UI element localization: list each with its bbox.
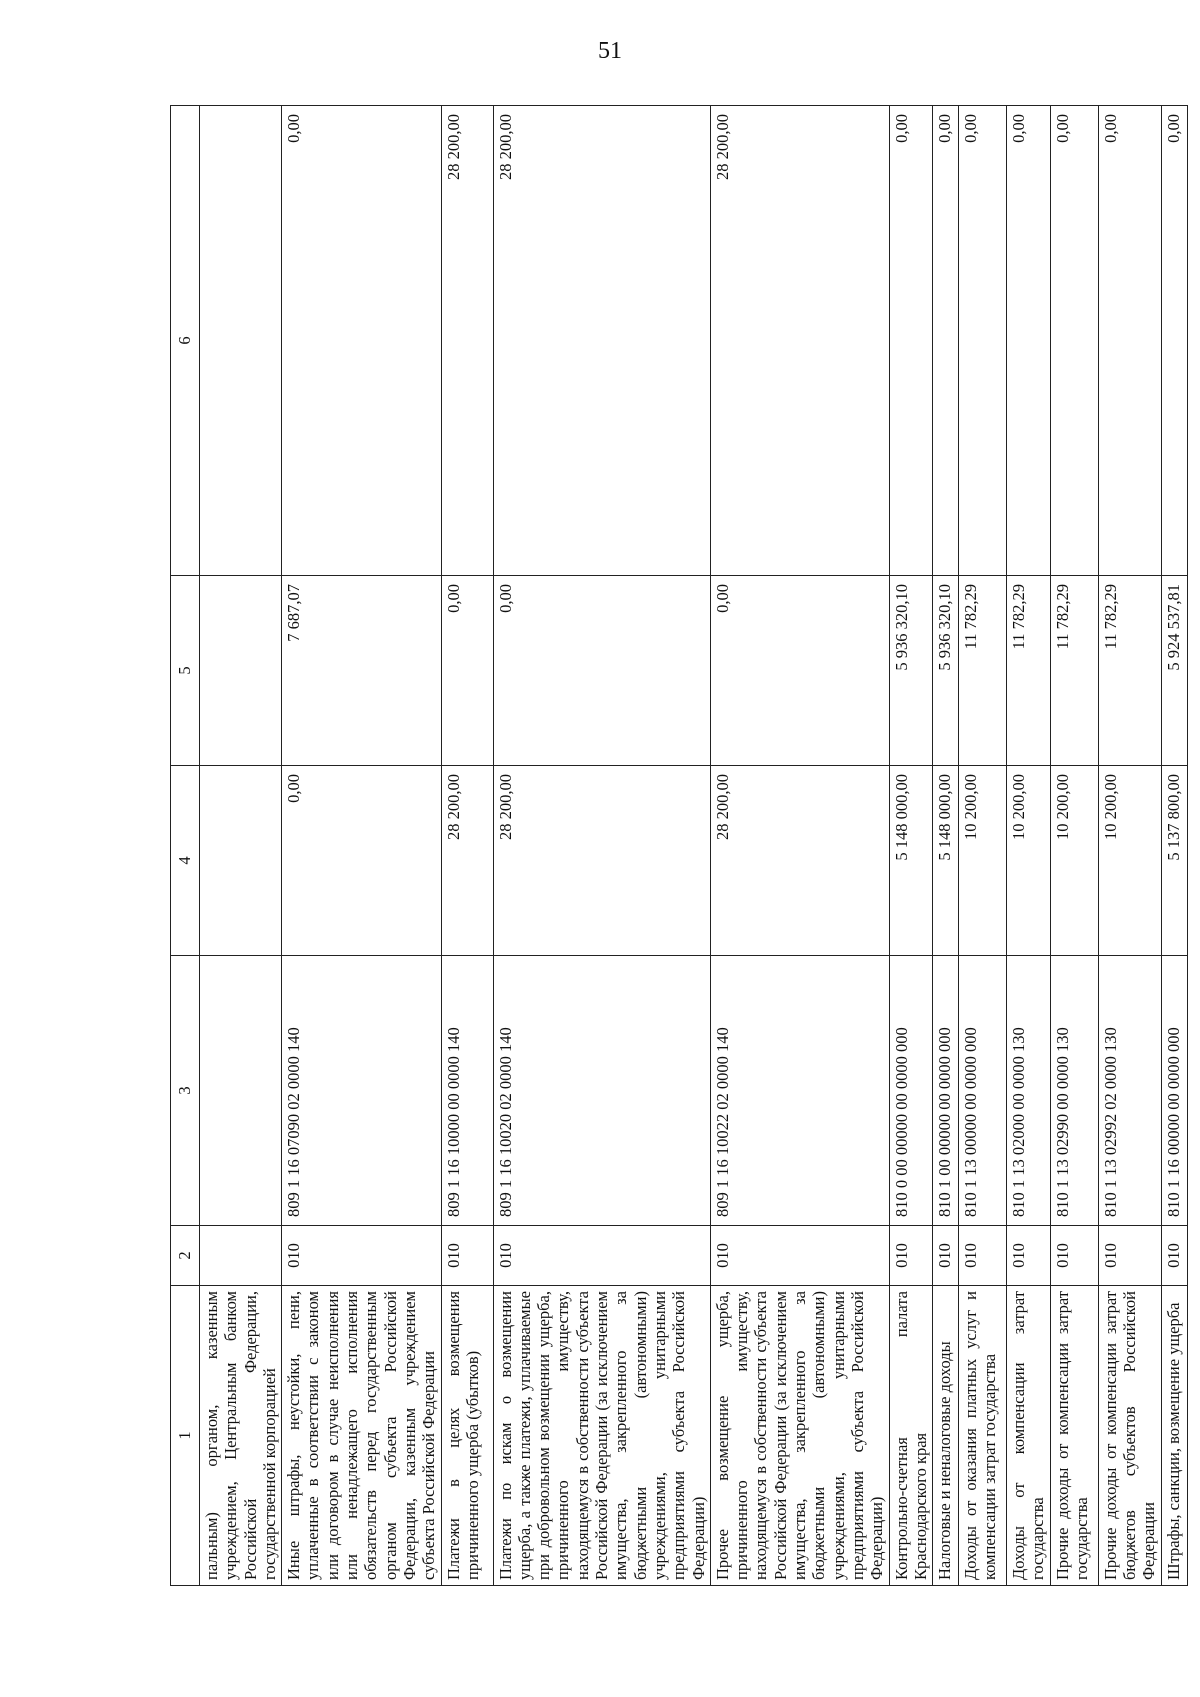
- row-col4: 28 200,00: [441, 766, 493, 956]
- table-row: [1098, 106, 1161, 1586]
- row-kbk: 810 1 13 02992 02 0000 130: [1098, 956, 1161, 1226]
- header-col-2: 2: [171, 1226, 200, 1286]
- revenue-table: [170, 105, 1188, 1586]
- row-kbk: 810 1 13 02990 00 0000 130: [1050, 956, 1098, 1226]
- row-col5: 0,00: [441, 576, 493, 766]
- row-name: Доходы от компенсации затрат государства: [1007, 1286, 1051, 1586]
- row-col6: [200, 106, 282, 576]
- row-code: 010: [933, 1226, 959, 1286]
- row-col4: [200, 766, 282, 956]
- row-name: Контрольно-счетная палата Краснодарского края: [889, 1286, 933, 1586]
- row-name: Налоговые и неналоговые доходы: [933, 1286, 959, 1586]
- row-code: 010: [493, 1226, 710, 1286]
- header-col-5: 5: [171, 576, 200, 766]
- row-col4: 10 200,00: [1050, 766, 1098, 956]
- row-col4: 28 200,00: [710, 766, 889, 956]
- row-col6: 28 200,00: [441, 106, 493, 576]
- table-row: [889, 106, 933, 1586]
- row-col5: 5 936 320,10: [889, 576, 933, 766]
- row-col6: 28 200,00: [710, 106, 889, 576]
- row-code: 010: [959, 1226, 1007, 1286]
- row-code: 010: [889, 1226, 933, 1286]
- row-name: Иные штрафы, неустойки, пени, уплаченные в соответствии с законом или договором в случае неисполнения или ненадлежащего исполнения обязательств перед государственным органом субъекта Российской Федерации, казенным учреждением субъекта Российской Федерации: [282, 1286, 441, 1586]
- row-col5: 11 782,29: [959, 576, 1007, 766]
- table-row: [710, 106, 889, 1586]
- row-col5: 0,00: [710, 576, 889, 766]
- table-row: [1050, 106, 1098, 1586]
- row-col6: 0,00: [1161, 106, 1187, 576]
- row-code: 010: [1161, 1226, 1187, 1286]
- row-col4: 10 200,00: [1007, 766, 1051, 956]
- row-code: 010: [1098, 1226, 1161, 1286]
- row-name: Платежи в целях возмещения причиненного ущерба (убытков): [441, 1286, 493, 1586]
- row-kbk: 810 1 13 00000 00 0000 000: [959, 956, 1007, 1226]
- table-row: [200, 106, 282, 1586]
- row-code: 010: [1007, 1226, 1051, 1286]
- header-col-3: 3: [171, 956, 200, 1226]
- row-col5: 5 936 320,10: [933, 576, 959, 766]
- table-row: [441, 106, 493, 1586]
- page-number: 51: [598, 38, 622, 64]
- row-name: Прочие доходы от компенсации затрат бюджетов субъектов Российской Федерации: [1098, 1286, 1161, 1586]
- row-kbk: 809 1 16 10000 00 0000 140: [441, 956, 493, 1226]
- header-row: [171, 106, 200, 1586]
- row-col6: 0,00: [1007, 106, 1051, 576]
- row-kbk: 809 1 16 10020 02 0000 140: [493, 956, 710, 1226]
- row-col5: [200, 576, 282, 766]
- table-row: [1007, 106, 1051, 1586]
- row-col6: 0,00: [1050, 106, 1098, 576]
- row-col6: 0,00: [889, 106, 933, 576]
- table-row: [282, 106, 441, 1586]
- row-col4: 0,00: [282, 766, 441, 956]
- row-col6: 0,00: [1098, 106, 1161, 576]
- row-code: [200, 1226, 282, 1286]
- row-code: 010: [1050, 1226, 1098, 1286]
- row-col5: 11 782,29: [1098, 576, 1161, 766]
- row-col5: 11 782,29: [1050, 576, 1098, 766]
- row-code: 010: [710, 1226, 889, 1286]
- row-name: Прочие доходы от компенсации затрат государства: [1050, 1286, 1098, 1586]
- row-col4: 28 200,00: [493, 766, 710, 956]
- row-col5: 11 782,29: [1007, 576, 1051, 766]
- header-col-1: 1: [171, 1286, 200, 1586]
- row-name: Штрафы, санкции, возмещение ущерба: [1161, 1286, 1187, 1586]
- table-row: [933, 106, 959, 1586]
- header-col-4: 4: [171, 766, 200, 956]
- row-col4: 5 137 800,00: [1161, 766, 1187, 956]
- table-row: [493, 106, 710, 1586]
- row-kbk: [200, 956, 282, 1226]
- table-row: [1161, 106, 1187, 1586]
- row-kbk: 810 1 00 00000 00 0000 000: [933, 956, 959, 1226]
- row-kbk: 809 1 16 10022 02 0000 140: [710, 956, 889, 1226]
- row-col6: 0,00: [282, 106, 441, 576]
- row-col4: 5 148 000,00: [889, 766, 933, 956]
- row-col6: 28 200,00: [493, 106, 710, 576]
- row-code: 010: [282, 1226, 441, 1286]
- table-row: [959, 106, 1007, 1586]
- row-col4: 10 200,00: [959, 766, 1007, 956]
- row-name: Прочее возмещение ущерба, причиненного имуществу, находящемуся в собственности субъекта Российской Федерации (за исключением имущества, закрепленного за бюджетными (автономными) учреждениями, унитарными предприятиями субъекта Российской Федерации): [710, 1286, 889, 1586]
- row-col5: 5 924 537,81: [1161, 576, 1187, 766]
- row-name: Платежи по искам о возмещении ущерба, а также платежи, уплачиваемые при добровольном возмещении ущерба, причиненного имуществу, находящемуся в собственности субъекта Российской Федерации (за исключением имущества, закрепленного за бюджетными (автономными) учреждениями, унитарными предприятиями субъекта Российской Федерации): [493, 1286, 710, 1586]
- row-col4: 5 148 000,00: [933, 766, 959, 956]
- rotated-table-container: [170, 106, 1183, 1586]
- row-col5: 7 687,07: [282, 576, 441, 766]
- row-kbk: 809 1 16 07090 02 0000 140: [282, 956, 441, 1226]
- row-col6: 0,00: [959, 106, 1007, 576]
- row-kbk: 810 1 13 02000 00 0000 130: [1007, 956, 1051, 1226]
- row-code: 010: [441, 1226, 493, 1286]
- row-col4: 10 200,00: [1098, 766, 1161, 956]
- row-kbk: 810 0 00 00000 00 0000 000: [889, 956, 933, 1226]
- row-kbk: 810 1 16 00000 00 0000 000: [1161, 956, 1187, 1226]
- row-name: пальным) органом, казенным учреждением, Центральным банком Российской Федерации, государственной корпорацией: [200, 1286, 282, 1586]
- row-col5: 0,00: [493, 576, 710, 766]
- header-col-6: 6: [171, 106, 200, 576]
- row-name: Доходы от оказания платных услуг и компенсации затрат государства: [959, 1286, 1007, 1586]
- row-col6: 0,00: [933, 106, 959, 576]
